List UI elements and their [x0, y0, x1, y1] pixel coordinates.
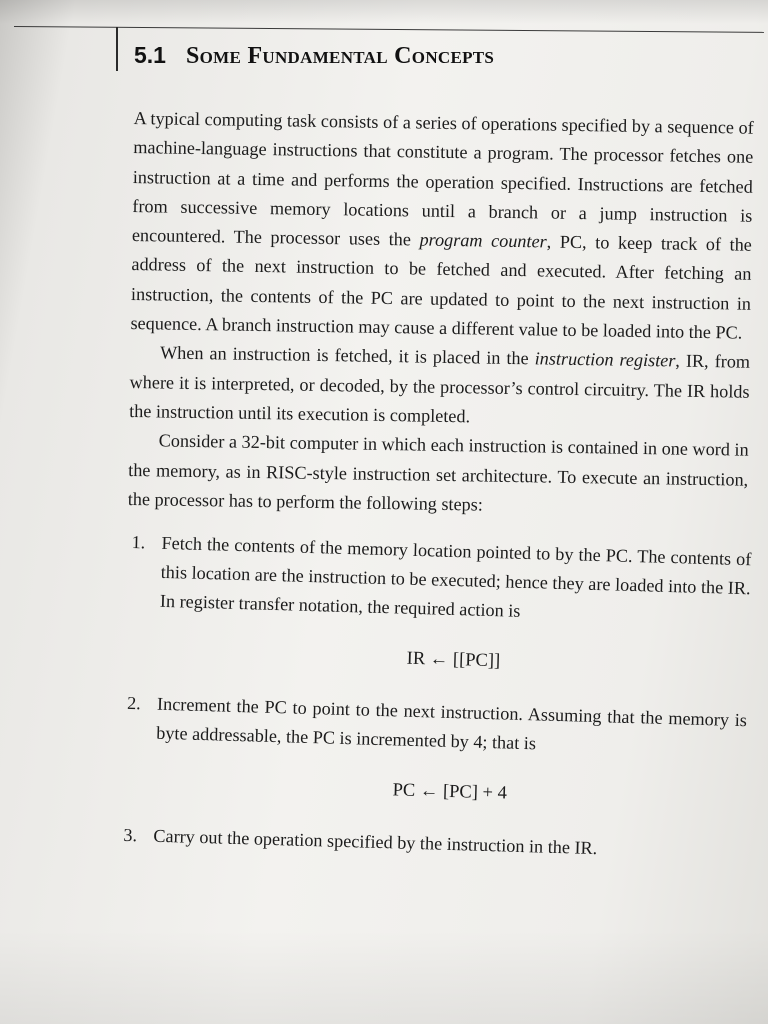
step-item-3	[123, 821, 744, 867]
paragraph-emphasis: instruction register	[534, 348, 676, 371]
steps-list	[123, 528, 752, 867]
paragraph-2	[129, 338, 750, 436]
step-item-1	[130, 528, 752, 632]
step-text: Increment the PC to point to the next instruction. Assuming that the memory is byte addressable, the PC is incremented by 4; that is	[156, 693, 748, 754]
formula-pc-increment: PC ← [PC] + 4	[392, 780, 508, 804]
step-text: Carry out the operation specified by the instruction in the IR.	[153, 825, 598, 859]
step-text: Fetch the contents of the memory location pointed to by the PC. The contents of this location are the instruction to be executed; hence they are loaded into the IR. In register transfer notation, the required action is	[159, 532, 752, 621]
paragraph-text: , PC, to keep track of the address of the next instruction to be fetched and executed. After fetching an instruction, the contents of the PC are updated to point to the next instruction in sequence. A branch instruction may cause a different value to be loaded into the PC.	[130, 231, 753, 343]
page-shadow	[0, 0, 768, 24]
paragraph-emphasis: program counter	[419, 229, 547, 252]
paragraph-3	[128, 426, 749, 524]
heading-vertical-rule	[116, 27, 118, 71]
formula-ir-fetch: IR ← [[PC]]	[406, 648, 501, 672]
section-number: 5.1	[134, 42, 166, 68]
top-rule	[14, 26, 764, 33]
section-title: Some Fundamental Concepts	[185, 43, 495, 69]
paragraph-text: A typical computing task consists of a series of operations specified by a sequence of machine-language instructions that constitute a program. The processor fetches one instruction at a time and performs the operation specified. Instructions are fetched from successive memory locations until a branch or a jump instruction is encountered. The processor uses the	[131, 107, 754, 250]
body-text	[128, 104, 754, 524]
page-bottom-shade	[0, 930, 768, 1024]
paragraph-text: When an instruction is fetched, it is placed in the	[159, 342, 535, 369]
paragraph-text: , IR, from where it is interpreted, or decoded, by the processor’s control circuitry. The IR holds the instruction until its execution is completed.	[129, 350, 751, 427]
section-heading	[134, 42, 494, 70]
step-number: 1.	[131, 531, 146, 553]
step-number: 2.	[126, 692, 142, 714]
step-number: 3.	[123, 824, 138, 846]
step-item-2	[126, 689, 747, 764]
paragraph-text: Consider a 32-bit computer in which each instruction is contained in one word in the memory, as in RISC-style instruction set architecture. To execute an instruction, the processor has to perform the following steps:	[127, 430, 749, 515]
paragraph-1	[130, 104, 754, 348]
